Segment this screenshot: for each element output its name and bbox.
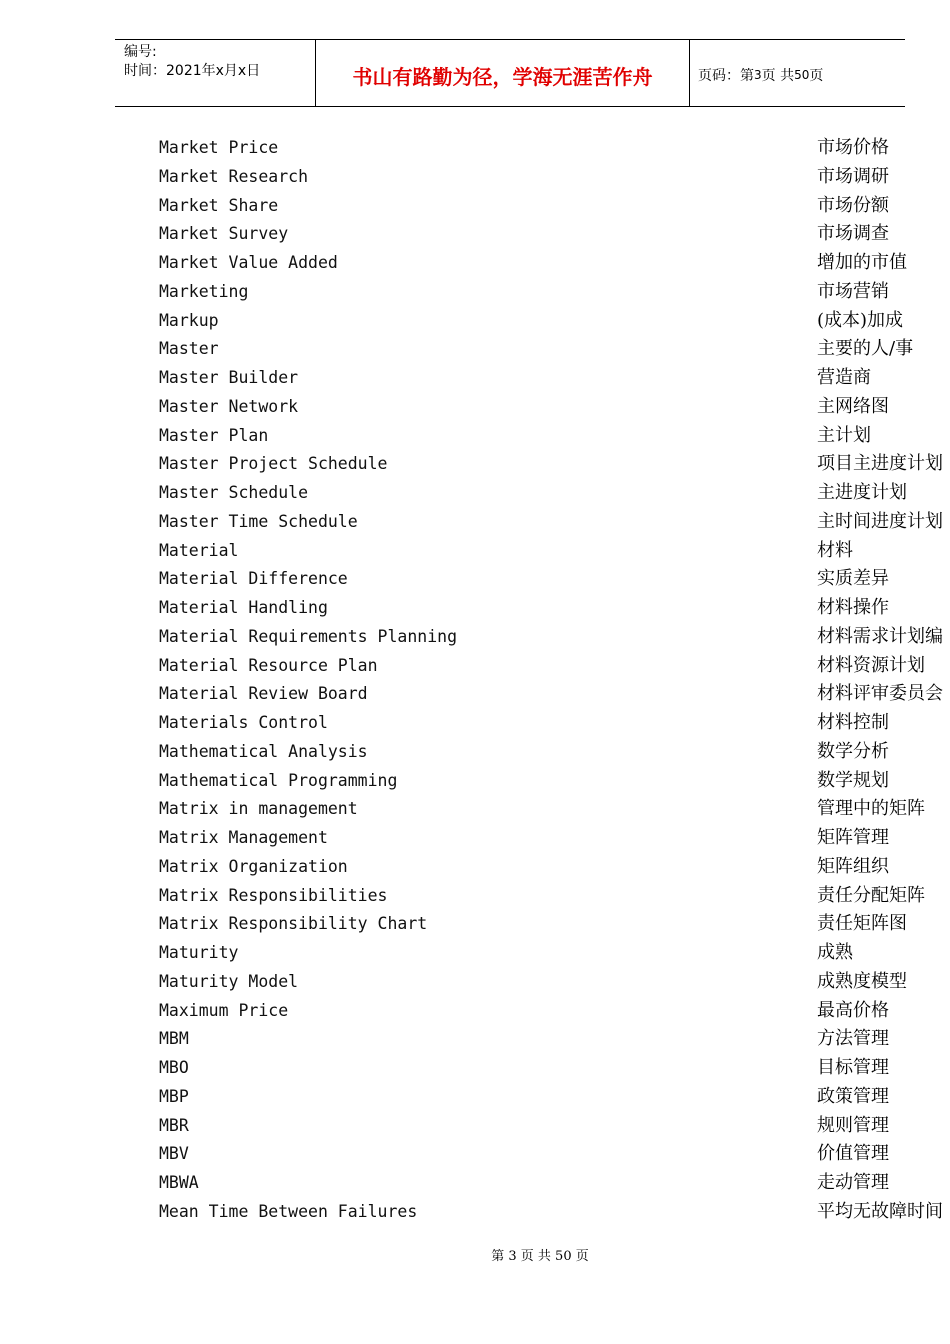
glossary-entry [159, 652, 950, 681]
glossary-term: Material [159, 540, 239, 560]
glossary-term: Master Time Schedule [159, 511, 358, 531]
header-page-label: 页码：第 [698, 68, 754, 84]
glossary-entry [159, 450, 950, 479]
glossary-list [159, 134, 950, 1227]
glossary-translation: 最高价格 [817, 999, 889, 1021]
glossary-entry [159, 220, 950, 249]
glossary-entry [159, 163, 950, 192]
glossary-term: MBWA [159, 1173, 199, 1192]
glossary-entry [159, 1198, 950, 1227]
glossary-term: Material Difference [159, 569, 348, 589]
glossary-entry [159, 364, 950, 393]
glossary-translation: 材料需求计划编 [817, 625, 943, 647]
glossary-translation: 主进度计划 [817, 482, 907, 503]
glossary-translation: 平均无故障时间 [817, 1200, 943, 1222]
glossary-entry [159, 134, 950, 163]
glossary-term: Master Project Schedule [159, 454, 388, 474]
glossary-entry [159, 1054, 950, 1083]
glossary-entry [159, 795, 950, 824]
glossary-entry [159, 968, 950, 997]
glossary-term: Markup [159, 310, 219, 330]
glossary-translation: 矩阵组织 [817, 855, 889, 877]
glossary-term: Market Research [159, 166, 309, 186]
glossary-translation: 实质差异 [817, 568, 889, 590]
glossary-translation: (成本)加成 [817, 309, 904, 331]
document-date: 时间：2021年x月x日 [124, 63, 261, 79]
header-page-total: 50 [794, 68, 810, 82]
header-page-end: 页 [809, 68, 824, 84]
glossary-term: Maximum Price [159, 1000, 289, 1020]
glossary-translation: 市场调研 [817, 165, 889, 187]
glossary-entry [159, 1140, 950, 1169]
glossary-entry [159, 594, 950, 623]
header-meta-cell [115, 40, 316, 106]
glossary-entry [159, 249, 950, 278]
glossary-translation: 规则管理 [817, 1114, 889, 1136]
glossary-translation: 矩阵管理 [817, 827, 889, 848]
glossary-translation: 市场价格 [817, 137, 889, 158]
glossary-entry [159, 939, 950, 968]
glossary-term: Master Network [159, 396, 299, 416]
glossary-translation: 管理中的矩阵 [817, 798, 925, 820]
glossary-translation: 市场份额 [817, 194, 889, 216]
glossary-term: Material Resource Plan [159, 655, 378, 675]
glossary-translation: 主网络图 [817, 395, 889, 417]
glossary-term: Matrix Responsibility Chart [159, 914, 428, 934]
glossary-term: Market Share [159, 195, 279, 215]
glossary-translation: 材料 [817, 539, 853, 561]
glossary-translation: 主计划 [817, 424, 871, 446]
glossary-term: MBR [159, 1115, 189, 1135]
page-footer: 第 3 页 共 50 页 [491, 1249, 589, 1264]
glossary-entry [159, 623, 950, 652]
glossary-translation: 责任分配矩阵 [817, 884, 925, 906]
glossary-translation: 材料控制 [817, 712, 889, 733]
glossary-translation: 成熟度模型 [817, 970, 907, 992]
glossary-entry [159, 479, 950, 508]
glossary-term: Market Price [159, 138, 279, 157]
glossary-term: Materials Control [159, 713, 328, 732]
glossary-translation: 营造商 [817, 367, 871, 388]
glossary-term: Master Plan [159, 425, 269, 445]
glossary-term: Mean Time Between Failures [159, 1201, 418, 1221]
glossary-entry [159, 422, 950, 451]
glossary-entry [159, 192, 950, 221]
glossary-term: Material Handling [159, 598, 328, 617]
glossary-term: Maturity Model [159, 971, 299, 991]
glossary-term: MBV [159, 1144, 189, 1164]
header-motto: 书山有路勤为径，学海无涯苦作舟 [352, 64, 653, 89]
glossary-term: Marketing [159, 281, 249, 301]
glossary-translation: 市场营销 [817, 280, 889, 302]
glossary-entry [159, 824, 950, 853]
glossary-term: Maturity [159, 943, 239, 962]
glossary-term: Master Builder [159, 368, 299, 387]
glossary-entry [159, 767, 950, 796]
header-page-mid: 页 共 [761, 68, 795, 84]
glossary-entry [159, 537, 950, 566]
header-motto-cell [316, 40, 690, 106]
glossary-entry [159, 709, 950, 738]
glossary-translation: 数学分析 [817, 740, 889, 762]
glossary-translation: 目标管理 [817, 1057, 889, 1078]
glossary-entry [159, 278, 950, 307]
glossary-entry [159, 565, 950, 594]
glossary-translation: 价值管理 [817, 1143, 889, 1165]
glossary-translation: 材料资源计划 [817, 654, 925, 676]
glossary-translation: 项目主进度计划 [817, 453, 943, 475]
glossary-term: Mathematical Programming [159, 770, 398, 790]
glossary-term: Master [159, 339, 219, 359]
glossary-translation: 主要的人/事 [817, 338, 914, 360]
glossary-entry [159, 910, 950, 939]
glossary-entry [159, 997, 950, 1026]
glossary-translation: 走动管理 [817, 1172, 889, 1193]
glossary-term: Material Requirements Planning [159, 626, 458, 646]
glossary-translation: 责任矩阵图 [817, 913, 907, 935]
glossary-term: Material Review Board [159, 684, 368, 704]
glossary-term: Matrix in management [159, 799, 358, 819]
glossary-entry [159, 1112, 950, 1141]
glossary-entry [159, 335, 950, 364]
glossary-translation: 成熟 [817, 942, 853, 963]
glossary-term: MBP [159, 1086, 189, 1106]
glossary-entry [159, 307, 950, 336]
glossary-translation: 材料操作 [817, 597, 889, 618]
glossary-term: Master Schedule [159, 483, 309, 502]
glossary-term: Matrix Responsibilities [159, 885, 388, 905]
header-page-cell [690, 40, 905, 106]
glossary-term: MBO [159, 1058, 189, 1077]
glossary-term: Market Value Added [159, 253, 338, 272]
glossary-translation: 增加的市值 [817, 252, 907, 273]
glossary-entry [159, 738, 950, 767]
glossary-entry [159, 882, 950, 911]
glossary-entry [159, 680, 950, 709]
glossary-translation: 政策管理 [817, 1085, 889, 1107]
glossary-translation: 数学规划 [817, 769, 889, 791]
glossary-entry [159, 1025, 950, 1054]
glossary-translation: 材料评审委员会 [817, 683, 943, 705]
glossary-translation: 主时间进度计划 [817, 510, 943, 532]
document-number-label: 编号: [124, 44, 157, 60]
glossary-entry [159, 853, 950, 882]
glossary-term: MBM [159, 1029, 189, 1049]
glossary-translation: 市场调查 [817, 223, 889, 245]
glossary-entry [159, 393, 950, 422]
glossary-entry [159, 1169, 950, 1198]
glossary-entry [159, 1083, 950, 1112]
header-page-number: 3 [754, 68, 762, 82]
glossary-entry [159, 508, 950, 537]
glossary-term: Matrix Organization [159, 856, 348, 876]
glossary-term: Matrix Management [159, 828, 328, 847]
page-header [115, 39, 905, 107]
glossary-translation: 方法管理 [817, 1028, 889, 1050]
glossary-term: Market Survey [159, 224, 289, 244]
glossary-term: Mathematical Analysis [159, 741, 368, 761]
